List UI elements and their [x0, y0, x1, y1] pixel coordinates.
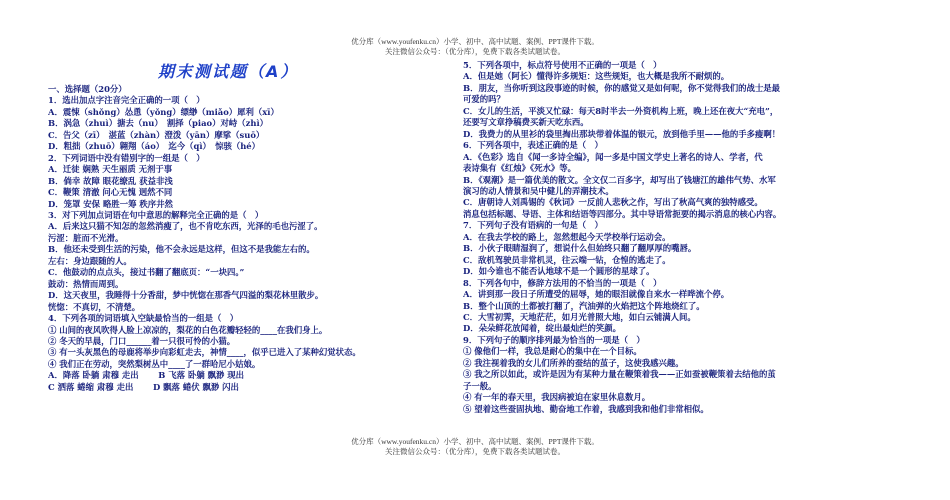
- text-line: B．朋友，当你听到这段事迹的时候，你的感觉又是如何呢，你不觉得我们的战士是最: [463, 82, 780, 93]
- text-line: 9．下列句子的顺序排列最为恰当的一项是（ ）: [463, 334, 645, 345]
- page-footer: [0, 437, 950, 457]
- text-line: A．震悚（shǒng）怂恿（yǒng）缥缈（miǎo）犀利（xī）: [48, 106, 279, 117]
- text-line: 还要写文章挣稿费买新天吃东西。: [463, 117, 589, 128]
- text-line: 8．下列各句中，修辞方法用的不恰当的一项是（ ）: [463, 277, 662, 288]
- text-line: ③ 有一头灰黑色的母鹿将举步向彩虹走去，神情____，似乎已进入了某种幻觉状态。: [48, 347, 361, 358]
- text-line: A．讲到那一段日子所遭受的屈辱，她的眼泪就像自来水一样哗流个停。: [463, 289, 730, 300]
- text-line: 消息包括标题、导语、主体和结语等四部分。其中导语常扼要的揭示消息的核心内容。: [463, 208, 782, 219]
- text-line: C．唐朝诗人刘禹锡的《秋词》一反前人悲秋之作，写出了秋高气爽的独特感受。: [463, 197, 763, 208]
- text-line: 1．选出加点字注音完全正确的一项（ ）: [48, 95, 205, 106]
- text-line: A．但是她（阿长）懂得许多规矩：这些规矩，也大概是我所不耐烦的。: [463, 71, 730, 82]
- text-line: 7．下列句子没有语病的一句是（ ）: [463, 220, 603, 231]
- text-line: 5．下列各项中，标点符号使用不正确的一项是（ ）: [463, 60, 662, 70]
- text-line: B．《观潮》是一篇优美的散文。全文仅二百多字，却写出了钱塘江的雄伟气势、水军: [463, 174, 776, 185]
- text-line: A．后来这只猫不知怎的忽然消瘦了，也不肯吃东西，光泽的毛也污涩了。: [48, 221, 323, 232]
- text-line: D．朵朵鲜花放闻着，绽出最灿烂的笑颜。: [463, 323, 622, 334]
- left-column: [48, 60, 448, 393]
- text-line: 6．下列各项中，表述正确的是（ ）: [463, 140, 603, 151]
- text-line: C．敌机驾驶员非常机灵，往云端一钻，仓惶的逃走了。: [463, 254, 671, 265]
- text-line: 恍惚：不真切，不清楚。: [48, 301, 141, 312]
- left-question-list: [48, 84, 448, 393]
- text-line: 表诗集有《红烛》《死水》等。: [463, 163, 577, 174]
- text-line: 3．对下列加点词语在句中意思的解释完全正确的是（ ）: [48, 209, 264, 220]
- text-line: D．我费力的从里衫的袋里掏出那块带着体温的银元，放到他手里——他的手多瘦啊！: [463, 128, 781, 139]
- text-line: D．笼罩 安保 略胜一筹 秩序井然: [48, 198, 173, 209]
- text-line: C．大雪初霁，天地茫茫，如月光普照大地，如白云铺满人间。: [463, 311, 696, 322]
- page-header: [0, 37, 950, 57]
- text-line: 一、选择题（20分）: [48, 84, 127, 94]
- text-line: D．这天夜里，我睡得十分香甜，梦中恍惚在那香气四溢的梨花林里散步。: [48, 290, 324, 301]
- text-line: D．粗拙（zhuō）翱翔（áo） 迄今（qì） 惊骇（hé）: [48, 141, 260, 152]
- text-line: D．如今谁也不能否认地球不是一个圆形的星球了。: [463, 266, 655, 277]
- text-line: C．鞭策 清澈 问心无愧 迥然不同: [48, 187, 173, 198]
- right-question-list: [463, 60, 863, 415]
- footer-line: 优分库（www.youfenku.cn）小学、初中、高中试题、案例、PPT课件下载。: [351, 437, 599, 446]
- text-line: C．他鼓动的点点头，接过书翻了翻底页：“一块四。”: [48, 267, 245, 278]
- text-line: A．在我去学校的路上，忽然想起今天学校举行运动会。: [463, 231, 671, 242]
- text-line: 可爱的吗？: [463, 94, 505, 105]
- text-line: B．小伙子眼睛湿润了，想说什么但始终只翻了翻厚厚的嘴唇。: [463, 243, 697, 254]
- text-line: C 洒落 蜷缩 肃穆 走出 D 飘落 蜷伏 飘渺 闪出: [48, 381, 239, 392]
- text-line: B．整个山顶的土都被打翻了，汽油弹的火焰把这个阵地烧红了。: [463, 300, 705, 311]
- text-line: ② 我注视着我的女儿们所养的蚕结的茧子，这使我感兴趣。: [463, 357, 684, 368]
- footer-line: 关注微信公众号：（优分库），免费下载各类试题试卷。: [385, 447, 565, 456]
- text-line: ① 像他们一样，我总是耐心的集中在一个目标。: [463, 346, 642, 357]
- text-line: 鼓动：热情而周到。: [48, 278, 124, 289]
- text-line: ③ 我之所以如此，或许是因为有某种力量在鞭策着我——正如蚕被鞭策着去结他的茧: [463, 369, 776, 380]
- text-line: 演习的动人情景和吴中健儿的弄潮技术。: [463, 185, 614, 196]
- header-line: 关注微信公众号：（优分库），免费下载各类试题试卷。: [385, 47, 565, 56]
- text-line: B．他还未受到生活的污染，他不会永远是这样，但这不是我能左右的。: [48, 244, 315, 255]
- text-line: 污涩：脏而不光滑。: [48, 232, 124, 243]
- text-line: ④ 我们正在劳动，突然梨树丛中____了一群哈尼小姑娘。: [48, 358, 261, 369]
- text-line: C．告父（zī） 湛蓝（zhàn）澄泼（yān）摩挲（suō）: [48, 129, 265, 140]
- text-line: 4．下列各项的词语填入空缺最恰当的一组是（ ）: [48, 313, 239, 324]
- document-title: 期末测试题（A）: [158, 62, 299, 81]
- text-line: 2．下列词语中没有错别字的一组是（ ）: [48, 152, 205, 163]
- text-line: A．迁徒 娴熟 天生丽质 无剂于事: [48, 164, 173, 175]
- text-line: A．降落 卧躺 肃穆 走出 B 飞落 卧躺 飘渺 现出: [48, 370, 245, 381]
- text-line: ② 冬天的早晨，门口______着一只很可怜的小猫。: [48, 335, 236, 346]
- right-column: [463, 60, 863, 415]
- text-line: B．倘幸 故障 眼花缭乱 获益非浅: [48, 175, 173, 186]
- text-line: ① 山间的夜风吹得人脸上凉凉的，梨花的白色花瓣轻轻的____在我们身上。: [48, 324, 328, 335]
- text-line: ④ 有一年的春天里，我因病被迫在家里休息数月。: [463, 392, 651, 403]
- text-line: C．女儿的生活，平淡又忙碌：每天8时半去一外资机构上班，晚上还在夜大“充电”，: [463, 105, 779, 116]
- text-line: ⑤ 望着这些蚕固执地、勤奋地工作着，我感到我和他们非常相似。: [463, 403, 709, 414]
- text-line: A．《色彩》选自《闻一多诗全编》，闻一多是中国文学史上著名的诗人、学者，代: [463, 151, 763, 162]
- text-line: B．涡急（zhuì）搪去（nu） 割择（piao）对峙（zhì）: [48, 118, 269, 129]
- text-line: 子一般。: [463, 380, 497, 391]
- text-line: 左右：身边跟随的人。: [48, 255, 132, 266]
- header-line: 优分库（www.youfenku.cn）小学、初中、高中试题、案例、PPT课件下载。: [351, 37, 599, 46]
